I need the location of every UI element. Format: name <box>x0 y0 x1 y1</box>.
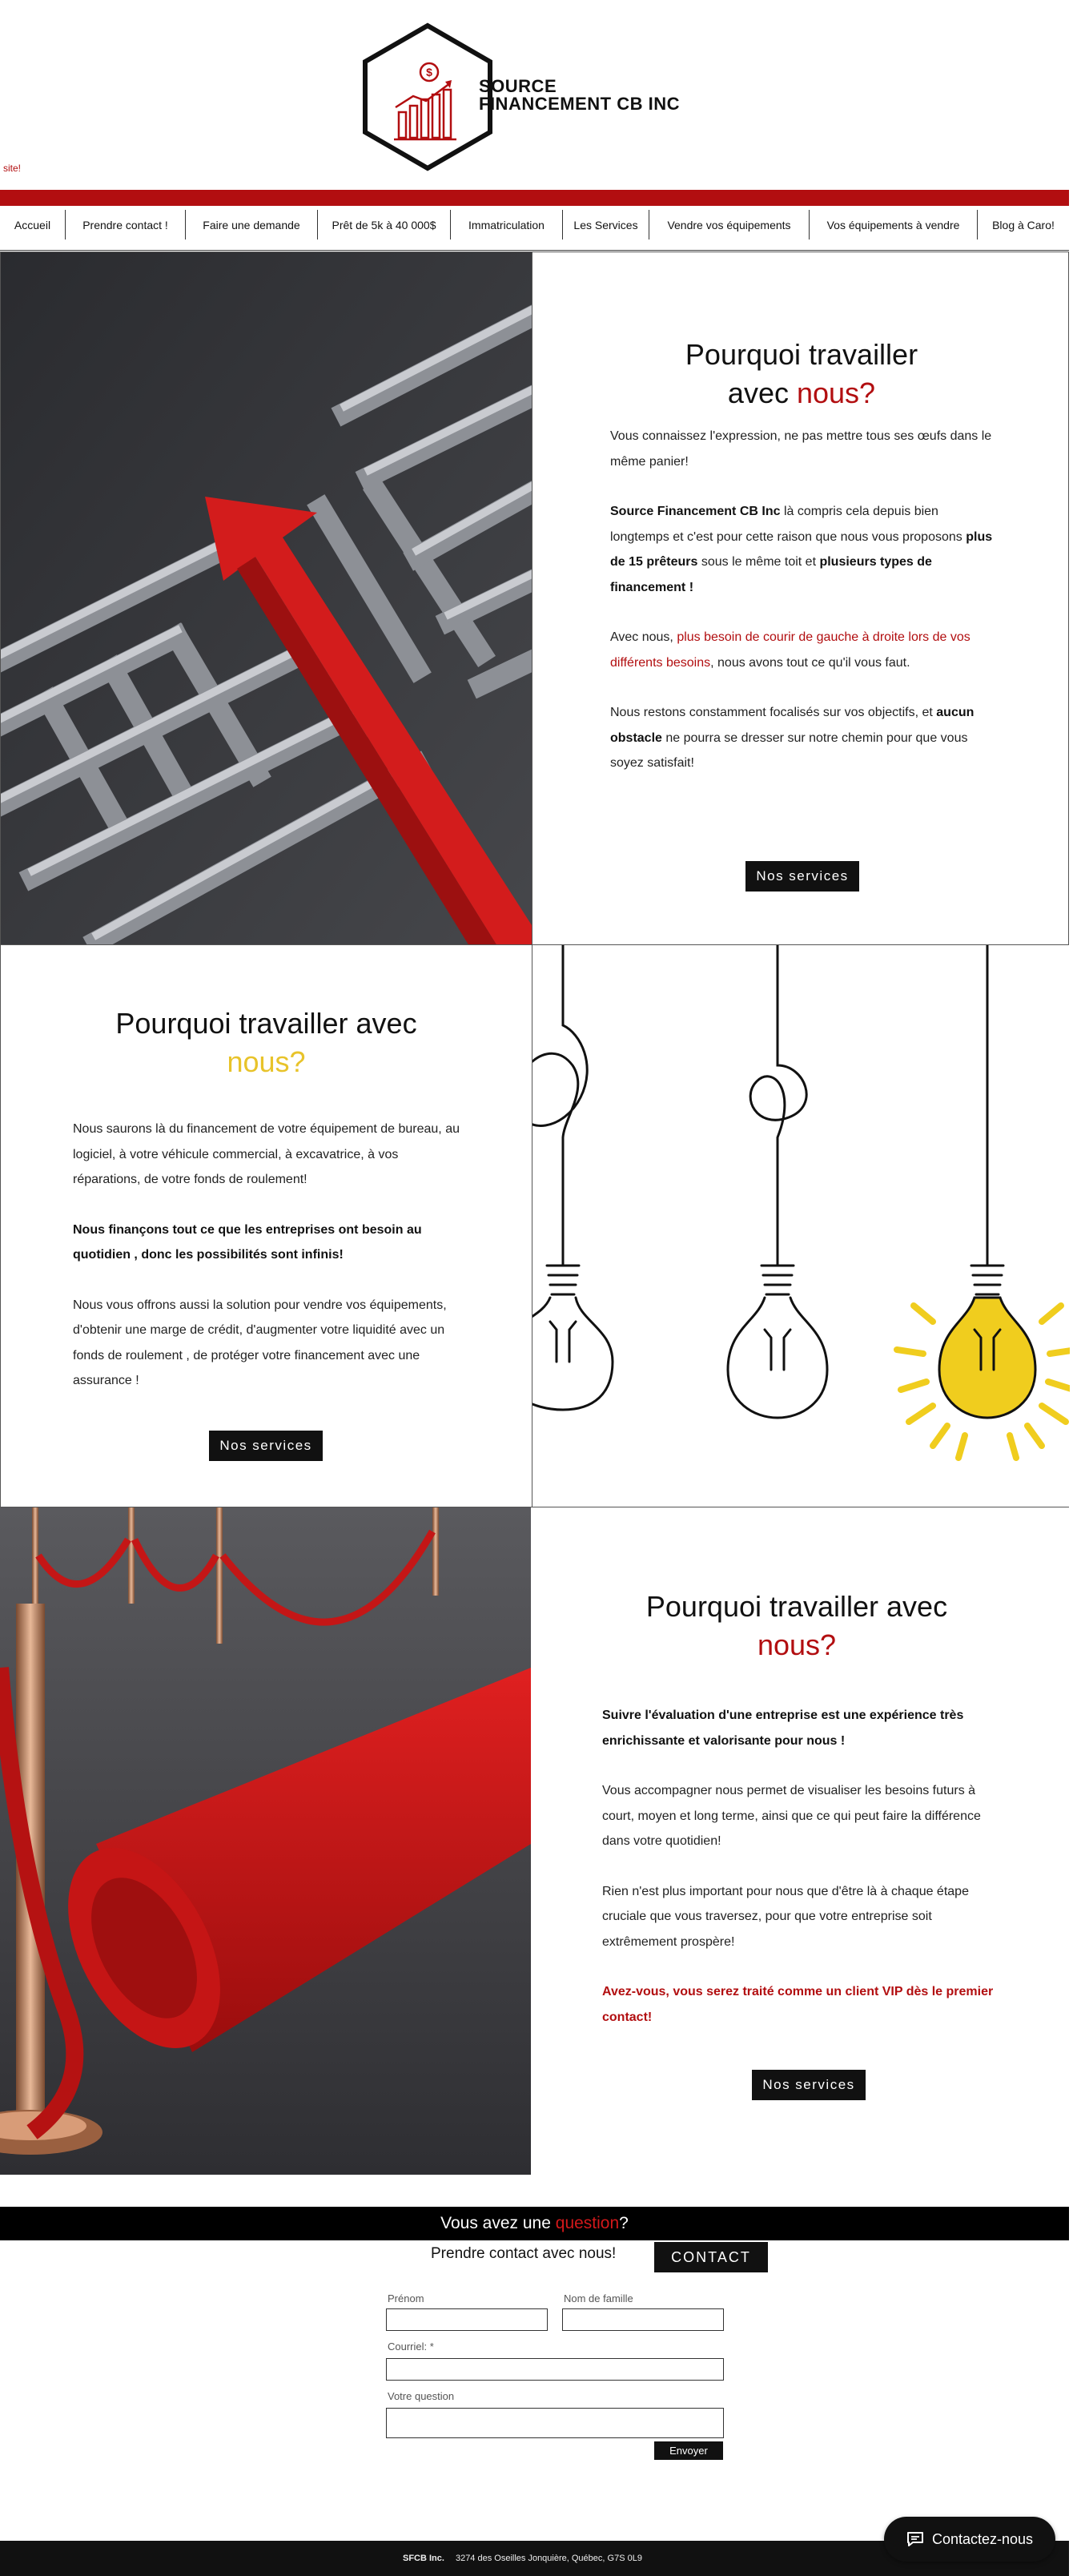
section-title <box>1 1004 532 1081</box>
paragraph-3 <box>610 625 995 675</box>
paragraph-1: Nous saurons là du financement de votre équipement de bureau, au logiciel, à votre véhicule commercial, à excavatrice, à vos réparations, de votre fonds de roulement! <box>73 1122 460 1186</box>
red-carpet-image <box>0 1507 531 2175</box>
text: ne pourra se dresser sur notre chemin pour que vous soyez satisfait! <box>610 731 968 770</box>
nav-item-prendre-contact[interactable]: Prendre contact ! <box>66 210 186 239</box>
nav-item-les-services[interactable]: Les Services <box>563 210 649 239</box>
brand-name[interactable] <box>479 78 680 113</box>
why-section-1 <box>0 252 1069 945</box>
why-section-1-content <box>532 252 1070 944</box>
section-title <box>532 336 1070 413</box>
section-text <box>602 1703 998 2030</box>
paragraph-3: Rien n'est plus important pour nous que d'être là à chaque étape cruciale que vous traversez, pour que votre entreprise soit extrêmement prospère! <box>602 1884 969 1949</box>
services-button[interactable]: Nos services <box>745 861 859 892</box>
site-header <box>0 0 1081 192</box>
title-line-1: Pourquoi travailler avec <box>115 1007 417 1040</box>
contact-subtitle: Prendre contact avec nous! <box>431 2245 617 2262</box>
red-text: plus besoin de courir de gauche à droite lors de vos différents besoins <box>610 630 970 670</box>
header-red-bar <box>0 190 1069 206</box>
paragraph-2 <box>610 499 995 600</box>
banner-text: Vous avez une <box>440 2214 551 2232</box>
nav-item-faire-une-demande[interactable]: Faire une demande <box>186 210 318 239</box>
text: Nous restons constamment focalisés sur vos objectifs, et <box>610 706 937 719</box>
svg-text:$: $ <box>426 66 432 78</box>
paragraph-3: Nous vous offrons aussi la solution pour vendre vos équipements, d'obtenir une marge de crédit, d'augmenter votre liquidité avec un fonds de roulement , de protéger votre financement avec une assurance ! <box>73 1298 447 1387</box>
firstname-field[interactable] <box>386 2308 548 2331</box>
text: Avec nous, <box>610 630 677 644</box>
email-field[interactable] <box>386 2358 724 2381</box>
bold-text: Source Financement CB Inc <box>610 505 781 518</box>
services-button[interactable]: Nos services <box>752 2070 866 2100</box>
title-line-1: Pourquoi travailler <box>685 338 918 371</box>
paragraph-1: Suivre l'évaluation d'une entreprise est une expérience très enrichissante et valorisante pour nous ! <box>602 1709 964 1748</box>
text: là compris cela depuis bien longtemps et c'est pour cette raison que nous vous proposons <box>610 505 966 544</box>
title-line-1: Pourquoi travailler avec <box>645 1590 948 1623</box>
footer-address: 3274 des Oseilles Jonquière, Québec, G7S 0L9 <box>455 2554 642 2563</box>
footer-company: SFCB Inc. <box>403 2554 444 2563</box>
title-highlight: nous? <box>796 376 876 409</box>
why-section-2-content <box>1 945 532 1507</box>
nav-item-pret[interactable]: Prêt de 5k à 40 000$ <box>318 210 451 239</box>
brand-name-line2: FINANCEMENT CB INC <box>479 94 680 114</box>
lastname-field[interactable] <box>562 2308 724 2331</box>
nav-item-equipements-a-vendre[interactable]: Vos équipements à vendre <box>810 210 978 239</box>
bold-text: aucun obstacle <box>610 706 975 745</box>
title-highlight: nous? <box>227 1045 306 1078</box>
section-text <box>610 424 995 776</box>
paragraph-4 <box>610 700 995 776</box>
maze-image <box>1 252 532 944</box>
send-button[interactable]: Envoyer <box>654 2441 723 2460</box>
title-line-2a: avec <box>727 376 797 409</box>
bold-text: plus de 15 prêteurs <box>610 529 993 569</box>
title-highlight: nous? <box>757 1628 837 1661</box>
nav-divider <box>0 250 1069 251</box>
contact-banner <box>0 2207 1069 2240</box>
lightbulbs-image <box>532 945 1070 1507</box>
paragraph-2: Nous finançons tout ce que les entreprises ont besoin au quotidien , donc les possibilités sont infinis! <box>73 1222 422 1262</box>
why-section-3 <box>0 1507 1069 2175</box>
chat-button[interactable] <box>884 2517 1055 2562</box>
paragraph-2: Vous accompagner nous permet de visualiser les besoins futurs à court, moyen et long terme, ainsi que ce qui peut faire la différence dans votre quotidien! <box>602 1784 981 1848</box>
nav-item-blog[interactable]: Blog à Caro! <box>992 218 1055 231</box>
banner-highlight: question <box>555 2214 620 2232</box>
chat-label: Contactez-nous <box>931 2530 1034 2547</box>
main-nav <box>0 210 1069 242</box>
question-field[interactable] <box>386 2408 724 2438</box>
paragraph-4: Avez-vous, vous serez traité comme un client VIP dès le premier contact! <box>602 1985 994 2024</box>
paragraph-1: Vous connaissez l'expression, ne pas mettre tous ses œufs dans le même panier! <box>610 429 992 469</box>
text: , nous avons tout ce qu'il vous faut. <box>710 655 910 670</box>
site-tag: site! <box>3 163 22 174</box>
chat-bubble-icon <box>906 2531 924 2547</box>
question-label: Votre question <box>388 2390 455 2402</box>
email-label: Courriel: * <box>388 2341 434 2353</box>
lastname-label: Nom de famille <box>564 2292 633 2304</box>
bold-text: plusieurs types de financement ! <box>610 555 932 594</box>
contact-button[interactable]: CONTACT <box>654 2242 768 2272</box>
why-section-2 <box>0 944 1069 1507</box>
logo-icon[interactable] <box>362 22 493 171</box>
nav-item-accueil[interactable]: Accueil <box>0 210 66 239</box>
nav-item-vendre-equipements[interactable]: Vendre vos équipements <box>649 210 810 239</box>
section-title <box>531 1588 1063 1664</box>
nav-item-immatriculation[interactable]: Immatriculation <box>451 210 563 239</box>
section-text <box>73 1117 465 1394</box>
text: sous le même toit et <box>697 555 820 569</box>
services-button[interactable]: Nos services <box>209 1431 323 1461</box>
why-section-3-content <box>531 1507 1069 2175</box>
banner-text-end: ? <box>619 2214 629 2232</box>
brand-name-line1: SOURCE <box>479 76 557 96</box>
firstname-label: Prénom <box>388 2292 424 2304</box>
